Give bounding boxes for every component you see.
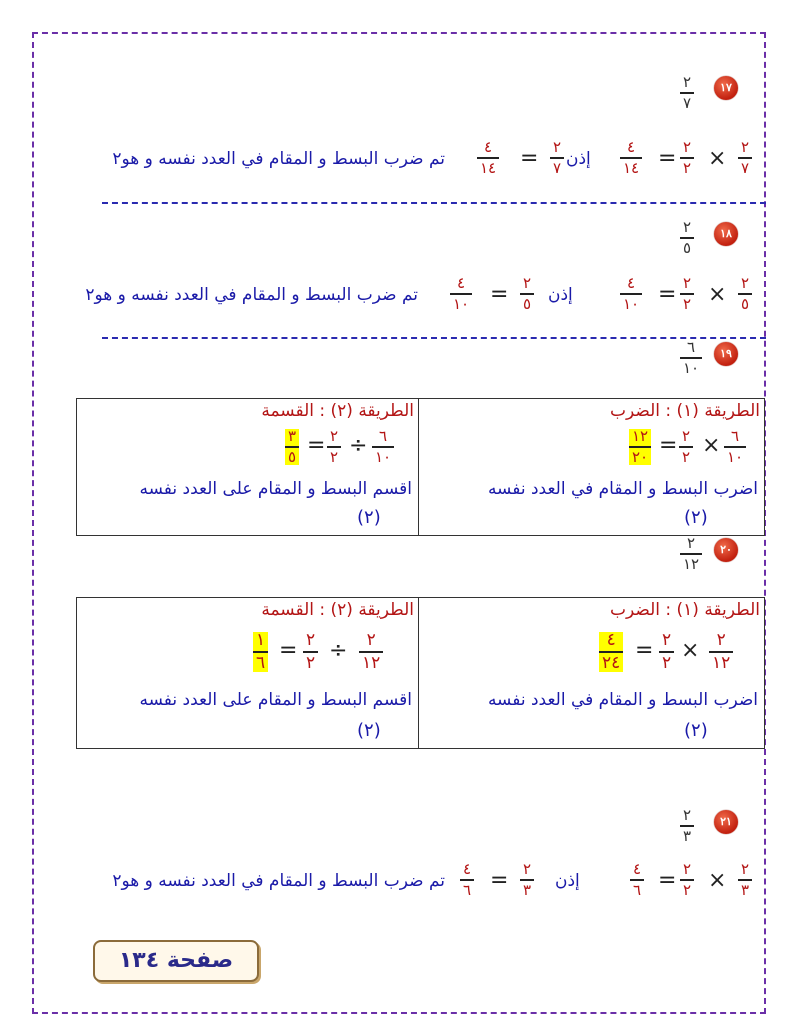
equals-sign: =: [658, 282, 677, 307]
times-sign: ×: [681, 638, 700, 663]
q19-m1-factor: ٢ ٢: [679, 429, 693, 465]
q20-m1-factor: ٢ ٢: [659, 632, 674, 672]
q19-method2-note: (٢): [357, 507, 381, 528]
q18-eq-fraction: ٢ ٥: [738, 276, 752, 312]
separator: [102, 337, 766, 339]
q17-fraction-den: ٧: [683, 94, 692, 112]
q18-fraction-repeat: ٢ ٥: [520, 276, 534, 312]
equals-sign: =: [307, 433, 326, 458]
q20-method1-cell: [418, 598, 764, 748]
q20-m2-fraction: ٢ ١٢: [359, 632, 383, 672]
equals-sign: =: [658, 146, 677, 171]
question-20-badge: ٢٠: [714, 538, 738, 562]
q21-eq-fraction: ٢ ٣: [738, 862, 752, 898]
q21-result-repeat: ٤ ٦: [460, 862, 474, 898]
then-word: إذن: [555, 871, 580, 891]
q17-eq-fraction: ٢ ٧: [738, 140, 752, 176]
q20-m2-result: ١ ٦: [253, 632, 268, 672]
q19-m1-result: ١٢ ٢٠: [629, 429, 651, 465]
q20-method1-note: (٢): [684, 720, 708, 741]
q20-method1-heading: الطريقة (١) : الضرب: [609, 600, 760, 620]
q20-method1-desc: اضرب البسط و المقام في العدد نفسه: [487, 690, 758, 710]
q20-methods-table: [76, 597, 765, 749]
q17-fraction-num: ٢: [683, 73, 692, 91]
q20-method2-desc: اقسم البسط و المقام على العدد نفسه: [139, 690, 412, 710]
equals-sign: =: [520, 146, 539, 171]
q20-method2-cell: [77, 598, 418, 748]
q17-explanation: تم ضرب البسط و المقام في العدد نفسه و هو٢: [112, 149, 445, 169]
q20-fraction: ٢ ١٢: [680, 536, 702, 572]
q21-explanation: تم ضرب البسط و المقام في العدد نفسه و هو٢: [112, 871, 445, 891]
q17-result: ٤ ١٤: [620, 140, 642, 176]
q19-m2-result: ٣ ٥: [285, 429, 299, 465]
q21-multiplier: ٢ ٢: [680, 862, 694, 898]
question-21-badge: ٢١: [714, 810, 738, 834]
q19-m1-fraction: ٦ ١٠: [724, 429, 746, 465]
q21-fraction: ٢ ٣: [680, 808, 694, 844]
times-sign: ×: [708, 282, 727, 307]
q17-multiplier: ٢ ٢: [680, 140, 694, 176]
q20-m2-factor: ٢ ٢: [303, 632, 318, 672]
question-17-badge: ١٧: [714, 76, 738, 100]
question-18-badge: ١٨: [714, 222, 738, 246]
divide-sign: ÷: [349, 433, 368, 458]
q20-m1-fraction: ٢ ١٢: [709, 632, 733, 672]
q21-result: ٤ ٦: [630, 862, 644, 898]
q19-method2-desc: اقسم البسط و المقام على العدد نفسه: [139, 479, 412, 499]
q17-fraction: [680, 75, 694, 111]
question-19-badge: ١٩: [714, 342, 738, 366]
times-sign: ×: [708, 146, 727, 171]
then-word: إذن: [548, 285, 573, 305]
q19-method1-desc: اضرب البسط و المقام في العدد نفسه: [487, 479, 758, 499]
q18-result: ٤ ١٠: [620, 276, 642, 312]
q19-m2-factor: ٢ ٢: [327, 429, 341, 465]
equals-sign: =: [658, 868, 677, 893]
q19-method1-note: (٢): [684, 507, 708, 528]
q19-method2-cell: [77, 399, 418, 535]
q20-m1-result: ٤ ٢٤: [599, 632, 623, 672]
q17-fraction-repeat: ٢ ٧: [550, 140, 564, 176]
q18-result-repeat: ٤ ١٠: [450, 276, 472, 312]
divide-sign: ÷: [329, 638, 348, 663]
q21-fraction-repeat: ٢ ٣: [520, 862, 534, 898]
q19-fraction: ٦ ١٠: [680, 340, 702, 376]
q19-methods-table: [76, 398, 765, 536]
q18-multiplier: ٢ ٢: [680, 276, 694, 312]
page-number-label: صفحة ١٣٤: [118, 948, 234, 973]
page-number-box: [93, 940, 259, 982]
times-sign: ×: [708, 868, 727, 893]
q20-method2-note: (٢): [357, 720, 381, 741]
equals-sign: =: [490, 282, 509, 307]
times-sign: ×: [702, 433, 721, 458]
equals-sign: =: [490, 868, 509, 893]
q19-method1-cell: [418, 399, 764, 535]
q19-method1-heading: الطريقة (١) : الضرب: [609, 401, 760, 421]
q17-result-repeat: ٤ ١٤: [477, 140, 499, 176]
q19-method2-heading: الطريقة (٢) : القسمة: [261, 401, 414, 421]
equals-sign: =: [279, 638, 298, 663]
q18-fraction: ٢ ٥: [680, 220, 694, 256]
q20-method2-heading: الطريقة (٢) : القسمة: [261, 600, 414, 620]
separator: [102, 202, 766, 204]
then-word: إذن: [566, 149, 591, 169]
q18-explanation: تم ضرب البسط و المقام في العدد نفسه و هو٢: [85, 285, 418, 305]
q19-m2-fraction: ٦ ١٠: [372, 429, 394, 465]
equals-sign: =: [659, 433, 678, 458]
equals-sign: =: [635, 638, 654, 663]
